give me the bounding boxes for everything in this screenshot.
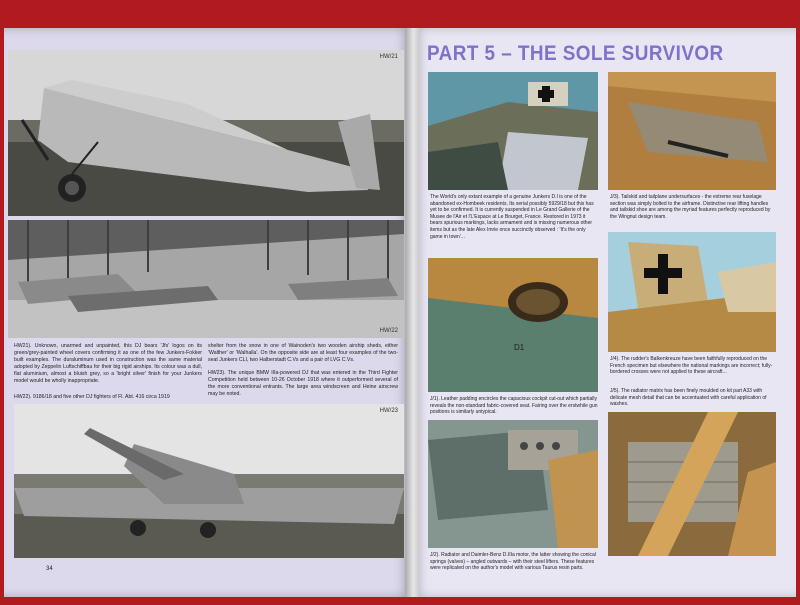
photo-rudder-cross	[608, 232, 776, 352]
caption-hw22-part1: HW22). 9186/18 and five other DJ fighters of Fl. Abt. 416 circa 1919	[14, 394, 170, 400]
photo-radiator	[608, 412, 776, 556]
photo-tag: HW/22	[379, 328, 398, 334]
photo-hw23	[14, 404, 404, 558]
caption-hw21: HW21). Unknown, unarmed and unpainted, this DJ bears 'Jfs' logos on its green/grey-painted wheel covers confirming it as one of the few Junkers-Fokker built examples. The duraluminum used in construction was the same material adopted by Zeppelin Luftschiffbau for their big rigid airships. Its colour was a dull, flat aluminium, almost a bluish grey, so a 'bright silver' finish for your Junkers model would be wholly inappropriate.	[14, 343, 202, 384]
caption-hw22	[14, 394, 202, 401]
photo-tag: HW/21	[379, 54, 398, 60]
caption-hw22-continued: shelter from the snow in one of Wainoden's two wooden airship sheds, either 'Walther' or 'Walhalla'. On the opposite side are at least four examples of the two-seat Junkers CLI, two Halberstadt C.Vs and a pair of LVG C.Vs.	[208, 343, 398, 363]
photo-tag: HW/23	[379, 408, 398, 414]
book-gutter	[405, 28, 419, 597]
svg-text:D1: D1	[514, 343, 525, 352]
caption-j3: J/3). Tailskid and tailplane undersurfaces - the extreme rear fuselage section was simply bolted to the airframe. Distinctive rear lifting handles and tailskid shoe are among the myriad features perfectly reproduced by the Wingnut design team.	[610, 194, 771, 220]
photo-engine	[428, 420, 598, 548]
photo-fuselage-markings	[428, 72, 598, 190]
intro-text: The World's only extant example of a genuine Junkers D.I is one of the abandoned ex-Hombeek residents. Its serial possibly 5929/18 but this has yet to be confirmed. It is currently suspended in Le Grand Gallerie of the Musee de l'Air et l'L'Espace at Le Bourget, France. Restored in 1973 it bears spurious markings, lacks armament and is missing numerous other items but as the late Alex Imrie once succinctly observed : 'It's the only game in town'...	[430, 194, 594, 240]
caption-hw23: HW23). The unique BMW IIIa-powered DJ that was entered in the Third Fighter Competition held between 10-26 October 1918 where it outperformed several of the more conventional entrants. The large area windscreen and Heine airscrew may be noted.	[208, 370, 398, 397]
photo-cockpit	[428, 258, 598, 392]
photo-hw21	[8, 50, 404, 216]
caption-j5: J/5). The radiator matrix has been finely moulded on kit part A33 with delicate mesh detail that can be accentuated with careful application of washes.	[610, 388, 767, 408]
caption-j1: J/1). Leather padding encircles the capacious cockpit cut-out which partially reveals the non-standard fabric-covered seat. Fairing over the erstwhile gun positions is similarly untypical.	[430, 396, 598, 416]
page-title: PART 5 – THE SOLE SURVIVOR	[427, 42, 724, 65]
photo-tailskid	[608, 72, 776, 190]
photo-hw22	[8, 220, 404, 338]
page-number: 34	[46, 566, 53, 572]
caption-j2: J/2). Radiator and Daimler-Benz D.IIIa motor, the latter showing the conical springs (valves) – angled outwards – with their steel lifters. These features were replicated on the author's model with various Taurus resin parts.	[430, 552, 596, 572]
caption-j4: J/4). The rudder's Balkenkreuze have been faithfully reproduced on the French specimen but elsewhere the national markings are incorrect; fully-bordered crosses were not applied to these aircraft...	[610, 356, 773, 376]
